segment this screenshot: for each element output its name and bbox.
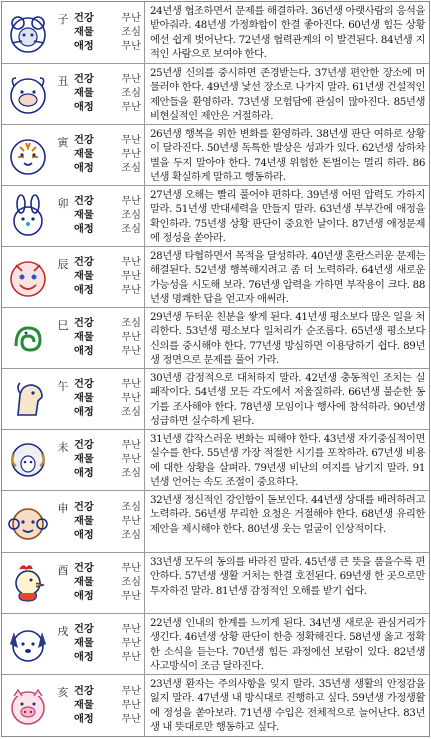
rooster-icon [2,553,54,613]
wealth-value: 무난 [121,149,141,160]
love-label: 애정 [74,713,94,725]
horoscope-row-dragon [2,247,429,308]
fortune-labels [72,186,144,246]
health-value: 조심 [121,501,141,513]
love-value: 조심 [121,468,141,479]
fortune-text: 25년생 신의를 중시하면 존경받는다. 37년생 편안한 장소에 머물러야 한다. 49년생 낯선 장소로 나가지 말라. 61년생 건설적인 제안들을 환영하라. 73년생 모험담에 관심이 많아진다. 85년생 비현실적인 제안은 거절하라. [144,64,429,124]
health-label: 건강 [74,12,94,24]
wealth-value: 무난 [121,515,141,527]
fortune-labels [72,614,144,674]
wealth-value: 무난 [121,393,141,404]
horoscope-row-pig [2,675,429,736]
wealth-label: 재물 [74,271,94,282]
love-value: 조심 [121,224,141,235]
love-value: 무난 [121,40,141,52]
wealth-label: 재물 [74,699,94,711]
wealth-value: 조심 [121,577,141,588]
fortune-labels [72,675,144,736]
wealth-value: 조심 [121,26,141,38]
wealth-value: 무난 [121,454,141,465]
health-label: 건강 [74,685,94,697]
fortune-labels [72,369,144,429]
wealth-label: 재물 [74,515,94,527]
rabbit-icon [2,186,54,246]
wealth-label: 재물 [74,638,94,649]
horoscope-table [1,1,430,737]
wealth-value: 무난 [121,699,141,711]
horoscope-row-horse [2,369,429,430]
fortune-text: 22년생 인내의 한계를 느끼게 된다. 34년생 새로운 관심거리가 생긴다. 46년생 상황 판단이 한층 정확해진다. 58년생 옳고 정확한 소식을 듣는다. 70년생 힘든 과정에선 보람이 있다. 82년생 사고방식이 조금 달라진다. [144,614,429,674]
fortune-text: 33년생 모두의 동의를 바라진 말라. 45년생 큰 뜻을 품을수록 편안하다. 57년생 생활 거처는 한결 호전된다. 69년생 한 곳으로만 투자하진 말라. 81년생 감정적인 오해를 받기 쉽다. [144,553,429,613]
health-value: 무난 [121,440,141,451]
love-value: 무난 [121,713,141,725]
zodiac-hanja: 戌 [57,625,69,638]
zodiac-hanja: 巳 [57,319,69,332]
fortune-text: 26년생 행복을 위한 변화를 환영하라. 38년생 판단 여하로 상황이 달라진다. 50년생 독특한 발상은 성과가 있다. 62년생 상하차별을 두지 말아야 한다. 74년생 위험한 돈벌이는 멀리 하라. 86년생 확실하게 말하고 행동하라. [144,125,429,185]
monkey-icon [2,491,54,552]
love-label: 애정 [74,40,94,52]
health-label: 건강 [74,135,94,146]
love-label: 애정 [74,224,94,235]
rat-icon [2,2,54,63]
love-label: 애정 [74,346,94,357]
zodiac-hanja: 酉 [57,564,69,577]
fortune-text: 27년생 오해는 빨리 풀어야 편하다. 39년생 어떤 압력도 가하지 말라. 51년생 반대세력을 만들지 말라. 63년생 부부간에 애정을 확인하라. 75년생 상황 판단이 중요한 날이다. 87년생 애정문제에 정성을 쏟아라. [144,186,429,246]
health-value: 무난 [121,563,141,574]
dragon-icon [2,247,54,307]
love-label: 애정 [74,591,94,602]
love-label: 애정 [74,102,94,113]
horse-icon [2,369,54,429]
fortune-labels [72,308,144,368]
zodiac-hanja: 寅 [57,136,69,149]
fortune-labels [72,491,144,552]
zodiac-hanja: 子 [57,13,69,26]
health-label: 건강 [74,196,94,207]
fortune-labels [72,247,144,307]
fortune-labels [72,430,144,490]
health-label: 건강 [74,624,94,635]
fortune-text: 23년생 환자는 주의사항을 잊지 말라. 35년생 생활의 안정감을 잃지 말라. 47년생 내 방식대로 진행하고 싶다. 59년생 가정생활에 정성을 쏟아보라. 71년생 수입은 전체적으로 늘어난다. 83년생 내 뜻대로만 행동하고 싶다. [144,675,429,736]
wealth-label: 재물 [74,454,94,465]
dog-icon [2,614,54,674]
love-value: 조심 [121,163,141,174]
health-label: 건강 [74,74,94,85]
wealth-value: 무난 [121,271,141,282]
wealth-label: 재물 [74,577,94,588]
health-label: 건강 [74,563,94,574]
health-label: 건강 [74,379,94,390]
health-value: 무난 [121,624,141,635]
love-value: 무난 [121,285,141,296]
fortune-text: 32년생 정신적인 강인함이 돋보인다. 44년생 상대를 배려하려고 노력하라. 56년생 무리한 요청은 거절해야 한다. 68년생 유리한 제안을 제시해야 한다. 80년생 웃는 얼굴이 인상적이다. [144,491,429,552]
fortune-text: 29년생 두터운 친분을 쌓게 된다. 41년생 평소보다 많은 일을 처리한다. 53년생 평소보다 일처리가 순조롭다. 65년생 평소보다 신의를 중시해야 한다. 77년생 방심하면 이용당하기 쉽다. 89년생 정면으로 문제를 풀어 가라. [144,308,429,368]
fortune-labels [72,64,144,124]
fortune-text: 31년생 갑작스러운 변화는 피해야 한다. 43년생 자기중심적이면 실수를 한다. 55년생 가장 적절한 시기를 포착하라. 67년생 비용에 대한 상황을 살펴라. 79년생 비난의 여지를 남기지 말라. 91년생 언어는 속도 조절이 중요하다. [144,430,429,490]
zodiac-hanja: 辰 [57,258,69,271]
horoscope-row-dog [2,614,429,675]
fortune-labels [72,553,144,613]
fortune-labels [72,2,144,63]
fortune-text: 28년생 타협하면서 목적을 달성하라. 40년생 혼란스러운 문제는 해결된다. 52년생 행복해지려고 좀 더 노력하라. 64년생 새로운 가능성을 시도해 보라. 76년생 압력을 가하면 부작용이 크다. 88년생 명쾌한 답을 얻고자 애써라. [144,247,429,307]
wealth-label: 재물 [74,332,94,343]
health-value: 무난 [121,379,141,390]
fortune-text: 30년생 감정적으로 대처하지 말라. 42년생 충동적인 조치는 실패작이다. 54년생 모든 각도에서 저울질하라. 66년생 불순한 동기를 조사해야 한다. 78년생 모임이나 행사에 참석하라. 90년생 성급하면 실수하게 된다. [144,369,429,429]
horoscope-row-rabbit [2,186,429,247]
love-value: 무난 [121,652,141,663]
wealth-label: 재물 [74,149,94,160]
health-value: 무난 [121,135,141,146]
love-label: 애정 [74,529,94,541]
health-value: 무난 [121,74,141,85]
love-value: 무난 [121,346,141,357]
ox-icon [2,64,54,124]
zodiac-hanja: 未 [57,441,69,454]
horoscope-row-tiger [2,125,429,186]
horoscope-row-sheep [2,430,429,491]
tiger-icon [2,125,54,185]
wealth-label: 재물 [74,210,94,221]
wealth-label: 재물 [74,26,94,38]
health-value: 무난 [121,257,141,268]
wealth-value: 조심 [121,210,141,221]
horoscope-row-rooster [2,553,429,614]
wealth-value: 무난 [121,638,141,649]
health-label: 건강 [74,440,94,451]
love-value: 무난 [121,591,141,602]
love-label: 애정 [74,407,94,418]
fortune-text: 24년생 협조하면서 문제를 해결하라. 36년생 아랫사람의 응석을 받아줘라. 48년생 가정화합이 한결 좋아진다. 60년생 힘든 상황에선 쉽게 벗어난다. 72년생 협력관계의 이 발견된다. 84년생 지적인 사람으로 보여야 한다. [144,2,429,63]
zodiac-hanja: 卯 [57,197,69,210]
horoscope-row-ox [2,64,429,125]
zodiac-hanja: 申 [57,502,69,515]
love-label: 애정 [74,163,94,174]
health-value: 무난 [121,685,141,697]
wealth-value: 조심 [121,88,141,99]
love-value: 무난 [121,102,141,113]
wealth-label: 재물 [74,88,94,99]
health-label: 건강 [74,318,94,329]
health-value: 조심 [121,318,141,329]
love-label: 애정 [74,285,94,296]
health-value: 무난 [121,196,141,207]
health-value: 무난 [121,12,141,24]
zodiac-hanja: 午 [57,380,69,393]
zodiac-hanja: 亥 [57,686,69,699]
sheep-icon [2,430,54,490]
horoscope-row-snake [2,308,429,369]
love-value: 조심 [121,529,141,541]
fortune-labels [72,125,144,185]
love-label: 애정 [74,652,94,663]
horoscope-row-monkey [2,491,429,553]
health-label: 건강 [74,257,94,268]
snake-icon [2,308,54,368]
zodiac-hanja: 丑 [57,75,69,88]
love-value: 조심 [121,407,141,418]
horoscope-row-rat [2,2,429,64]
pig-icon [2,675,54,736]
wealth-label: 재물 [74,393,94,404]
health-label: 건강 [74,501,94,513]
love-label: 애정 [74,468,94,479]
wealth-value: 무난 [121,332,141,343]
